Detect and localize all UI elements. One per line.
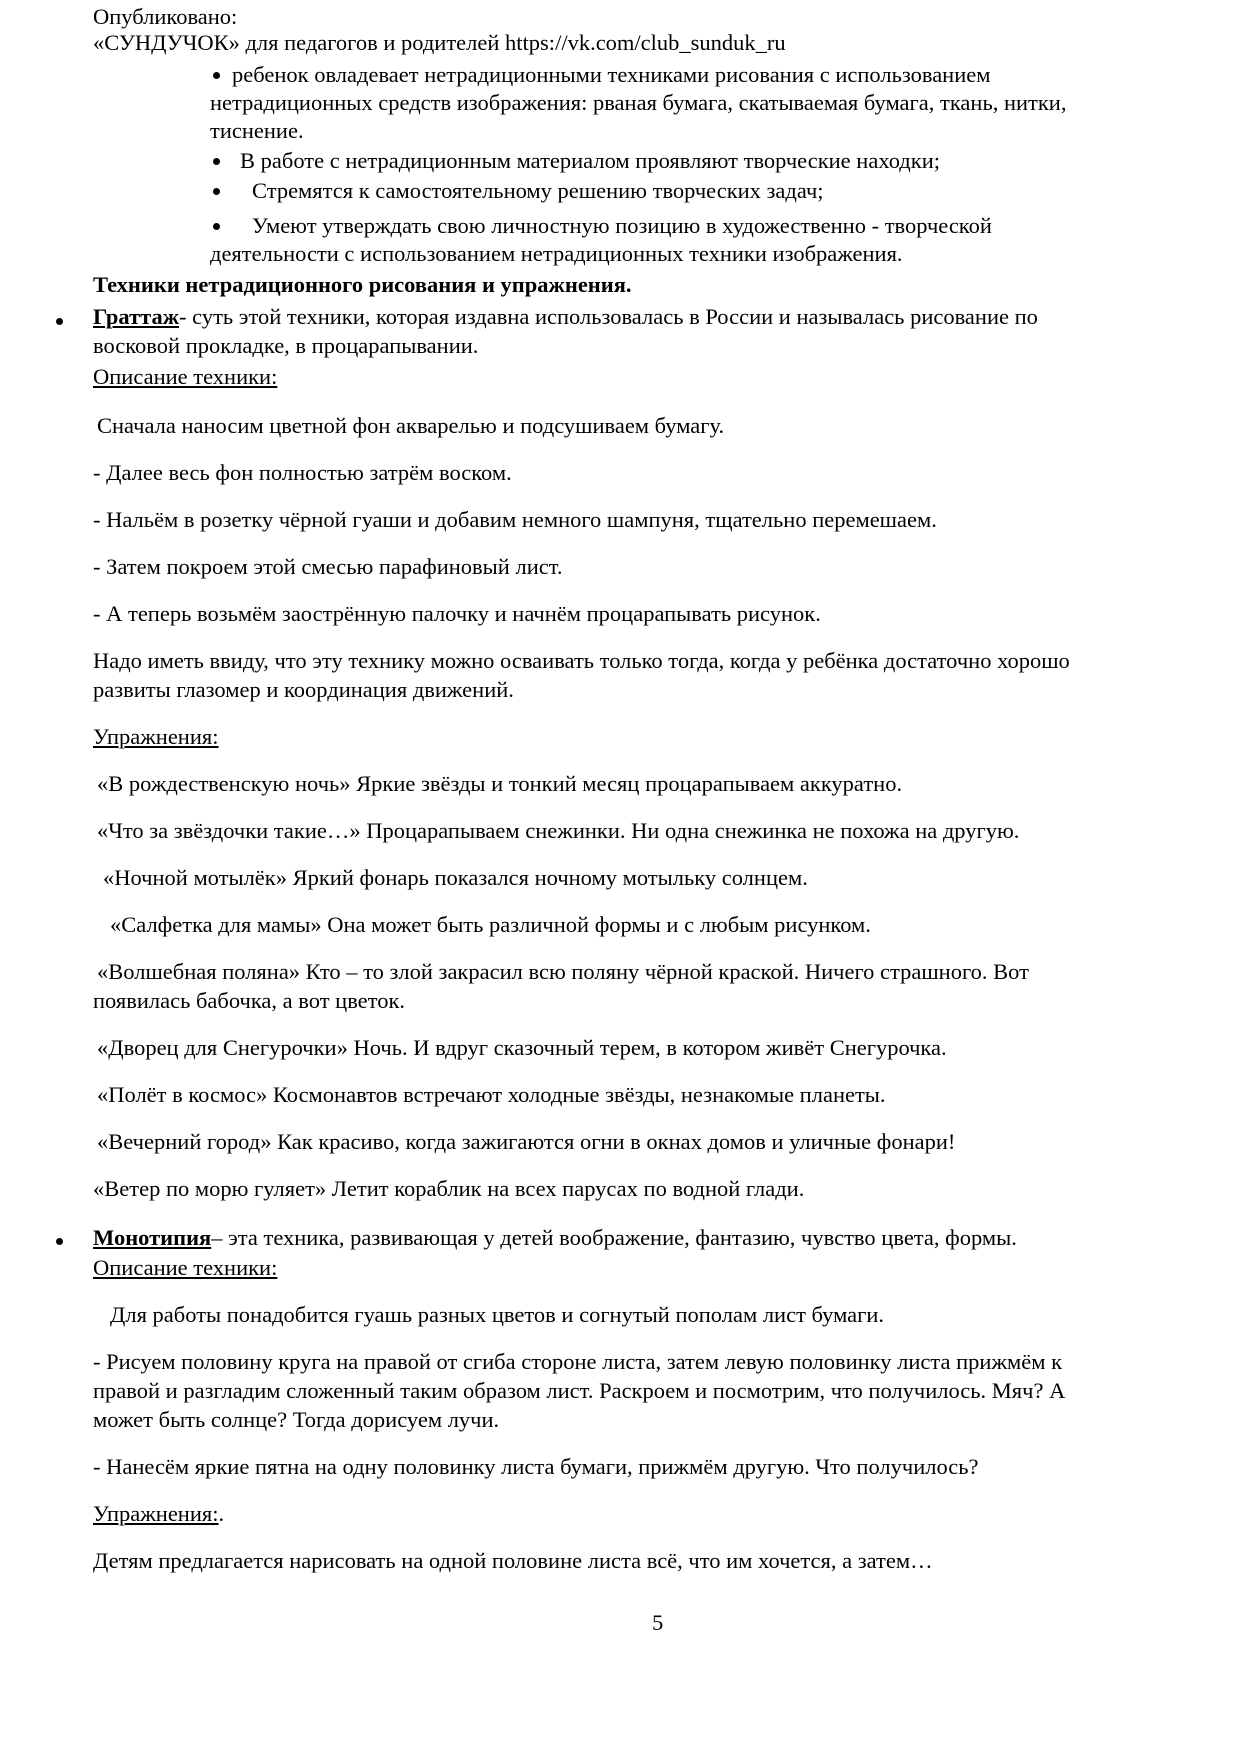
bullet-dot — [213, 158, 220, 165]
grattage-exercise-4: «Салфетка для мамы» Она может быть различной формы и с любым рисунком. — [110, 912, 871, 937]
grattage-description-label: Описание техники: — [93, 364, 278, 389]
result-4-line-1: Умеют утверждать свою личностную позицию в художественно - творческой — [252, 213, 992, 238]
published-label: Опубликовано: — [93, 4, 238, 29]
bullet-dot — [56, 318, 63, 325]
result-4-line-2: деятельности с использованием нетрадиционных техники изображения. — [210, 241, 903, 266]
source-line: «СУНДУЧОК» для педагогов и родителей https://vk.com/club_sunduk_ru — [93, 30, 786, 55]
grattage-exercise-9: «Ветер по морю гуляет» Летит кораблик на всех парусах по водной глади. — [93, 1176, 805, 1201]
grattage-intro-line-2: восковой прокладке, в процарапывании. — [93, 333, 479, 358]
monotype-exercises-label — [93, 1501, 224, 1527]
grattage-step-0: Сначала наносим цветной фон акварелью и подсушиваем бумагу. — [97, 413, 725, 438]
grattage-exercises-label: Упражнения: — [93, 724, 219, 749]
bullet-dot — [213, 72, 220, 79]
result-2: В работе с нетрадиционным материалом проявляют творческие находки; — [240, 148, 940, 173]
monotype-step-2: - Нанесём яркие пятна на одну половинку листа бумаги, прижмём другую. Что получилось? — [93, 1454, 979, 1479]
monotype-exercises-label-text: Упражнения: — [93, 1501, 219, 1526]
grattage-exercise-3: «Ночной мотылёк» Яркий фонарь показался ночному мотыльку солнцем. — [103, 865, 808, 890]
grattage-exercise-1: «В рождественскую ночь» Яркие звёзды и тонкий месяц процарапываем аккуратно. — [97, 771, 903, 796]
monotype-step-1-line-3: может быть солнце? Тогда дорисуем лучи. — [93, 1407, 500, 1432]
grattage-exercise-5-line-1: «Волшебная поляна» Кто – то злой закрасил всю поляну чёрной краской. Ничего страшного. Вот — [97, 959, 1029, 984]
monotype-description-label: Описание техники: — [93, 1255, 278, 1280]
grattage-step-4: - А теперь возьмём заострённую палочку и начнём процарапывать рисунок. — [93, 601, 821, 626]
grattage-term: Граттаж — [93, 304, 180, 329]
grattage-step-1: - Далее весь фон полностью затрём воском. — [93, 460, 512, 485]
grattage-intro-line-1 — [93, 304, 1038, 330]
page-number: 5 — [652, 1610, 664, 1635]
monotype-intro — [93, 1225, 1017, 1251]
bullet-dot — [213, 188, 220, 195]
monotype-step-1-line-1: - Рисуем половину круга на правой от сгиба стороне листа, затем левую половинку листа прижмём к — [93, 1349, 1063, 1374]
bullet-dot — [56, 1238, 63, 1245]
grattage-exercise-8: «Вечерний город» Как красиво, когда зажигаются огни в окнах домов и уличные фонари! — [97, 1129, 956, 1154]
monotype-exercises-label-dot: . — [218, 1501, 225, 1526]
grattage-step-2: - Нальём в розетку чёрной гуаши и добавим немного шампуня, тщательно перемешаем. — [93, 507, 937, 532]
grattage-exercise-5-line-2: появилась бабочка, а вот цветок. — [93, 988, 406, 1013]
grattage-exercise-2: «Что за звёздочки такие…» Процарапываем снежинки. Ни одна снежинка не похожа на другую. — [97, 818, 1020, 843]
monotype-intro-text: – эта техника, развивающая у детей воображение, фантазию, чувство цвета, формы. — [211, 1225, 1017, 1250]
bullet-dot — [213, 223, 220, 230]
grattage-exercise-7: «Полёт в космос» Космонавтов встречают холодные звёзды, незнакомые планеты. — [97, 1082, 886, 1107]
section-heading: Техники нетрадиционного рисования и упражнения. — [93, 272, 632, 297]
grattage-note-line-2: развиты глазомер и координация движений. — [93, 677, 514, 702]
monotype-term: Монотипия — [93, 1225, 212, 1250]
grattage-intro-text: - суть этой техники, которая издавна использовалась в России и называлась рисование по — [179, 304, 1038, 329]
grattage-step-3: - Затем покроем этой смесью парафиновый лист. — [93, 554, 563, 579]
result-1-line-1: ребенок овладевает нетрадиционными техниками рисования с использованием — [232, 62, 991, 87]
grattage-note-line-1: Надо иметь ввиду, что эту технику можно осваивать только тогда, когда у ребёнка достаточно хорошо — [93, 648, 1070, 673]
monotype-step-0: Для работы понадобится гуашь разных цветов и согнутый пополам лист бумаги. — [110, 1302, 885, 1327]
result-3: Стремятся к самостоятельному решению творческих задач; — [252, 178, 824, 203]
result-1-line-3: тиснение. — [210, 118, 304, 143]
monotype-exercise-text: Детям предлагается нарисовать на одной половине листа всё, что им хочется, а затем… — [93, 1548, 933, 1573]
grattage-exercise-6: «Дворец для Снегурочки» Ночь. И вдруг сказочный терем, в котором живёт Снегурочка. — [97, 1035, 947, 1060]
result-1-line-2: нетрадиционных средств изображения: рваная бумага, скатываемая бумага, ткань, нитки, — [210, 90, 1067, 115]
monotype-step-1-line-2: правой и разгладим сложенный таким образом лист. Раскроем и посмотрим, что получилось. Мяч? А — [93, 1378, 1066, 1403]
